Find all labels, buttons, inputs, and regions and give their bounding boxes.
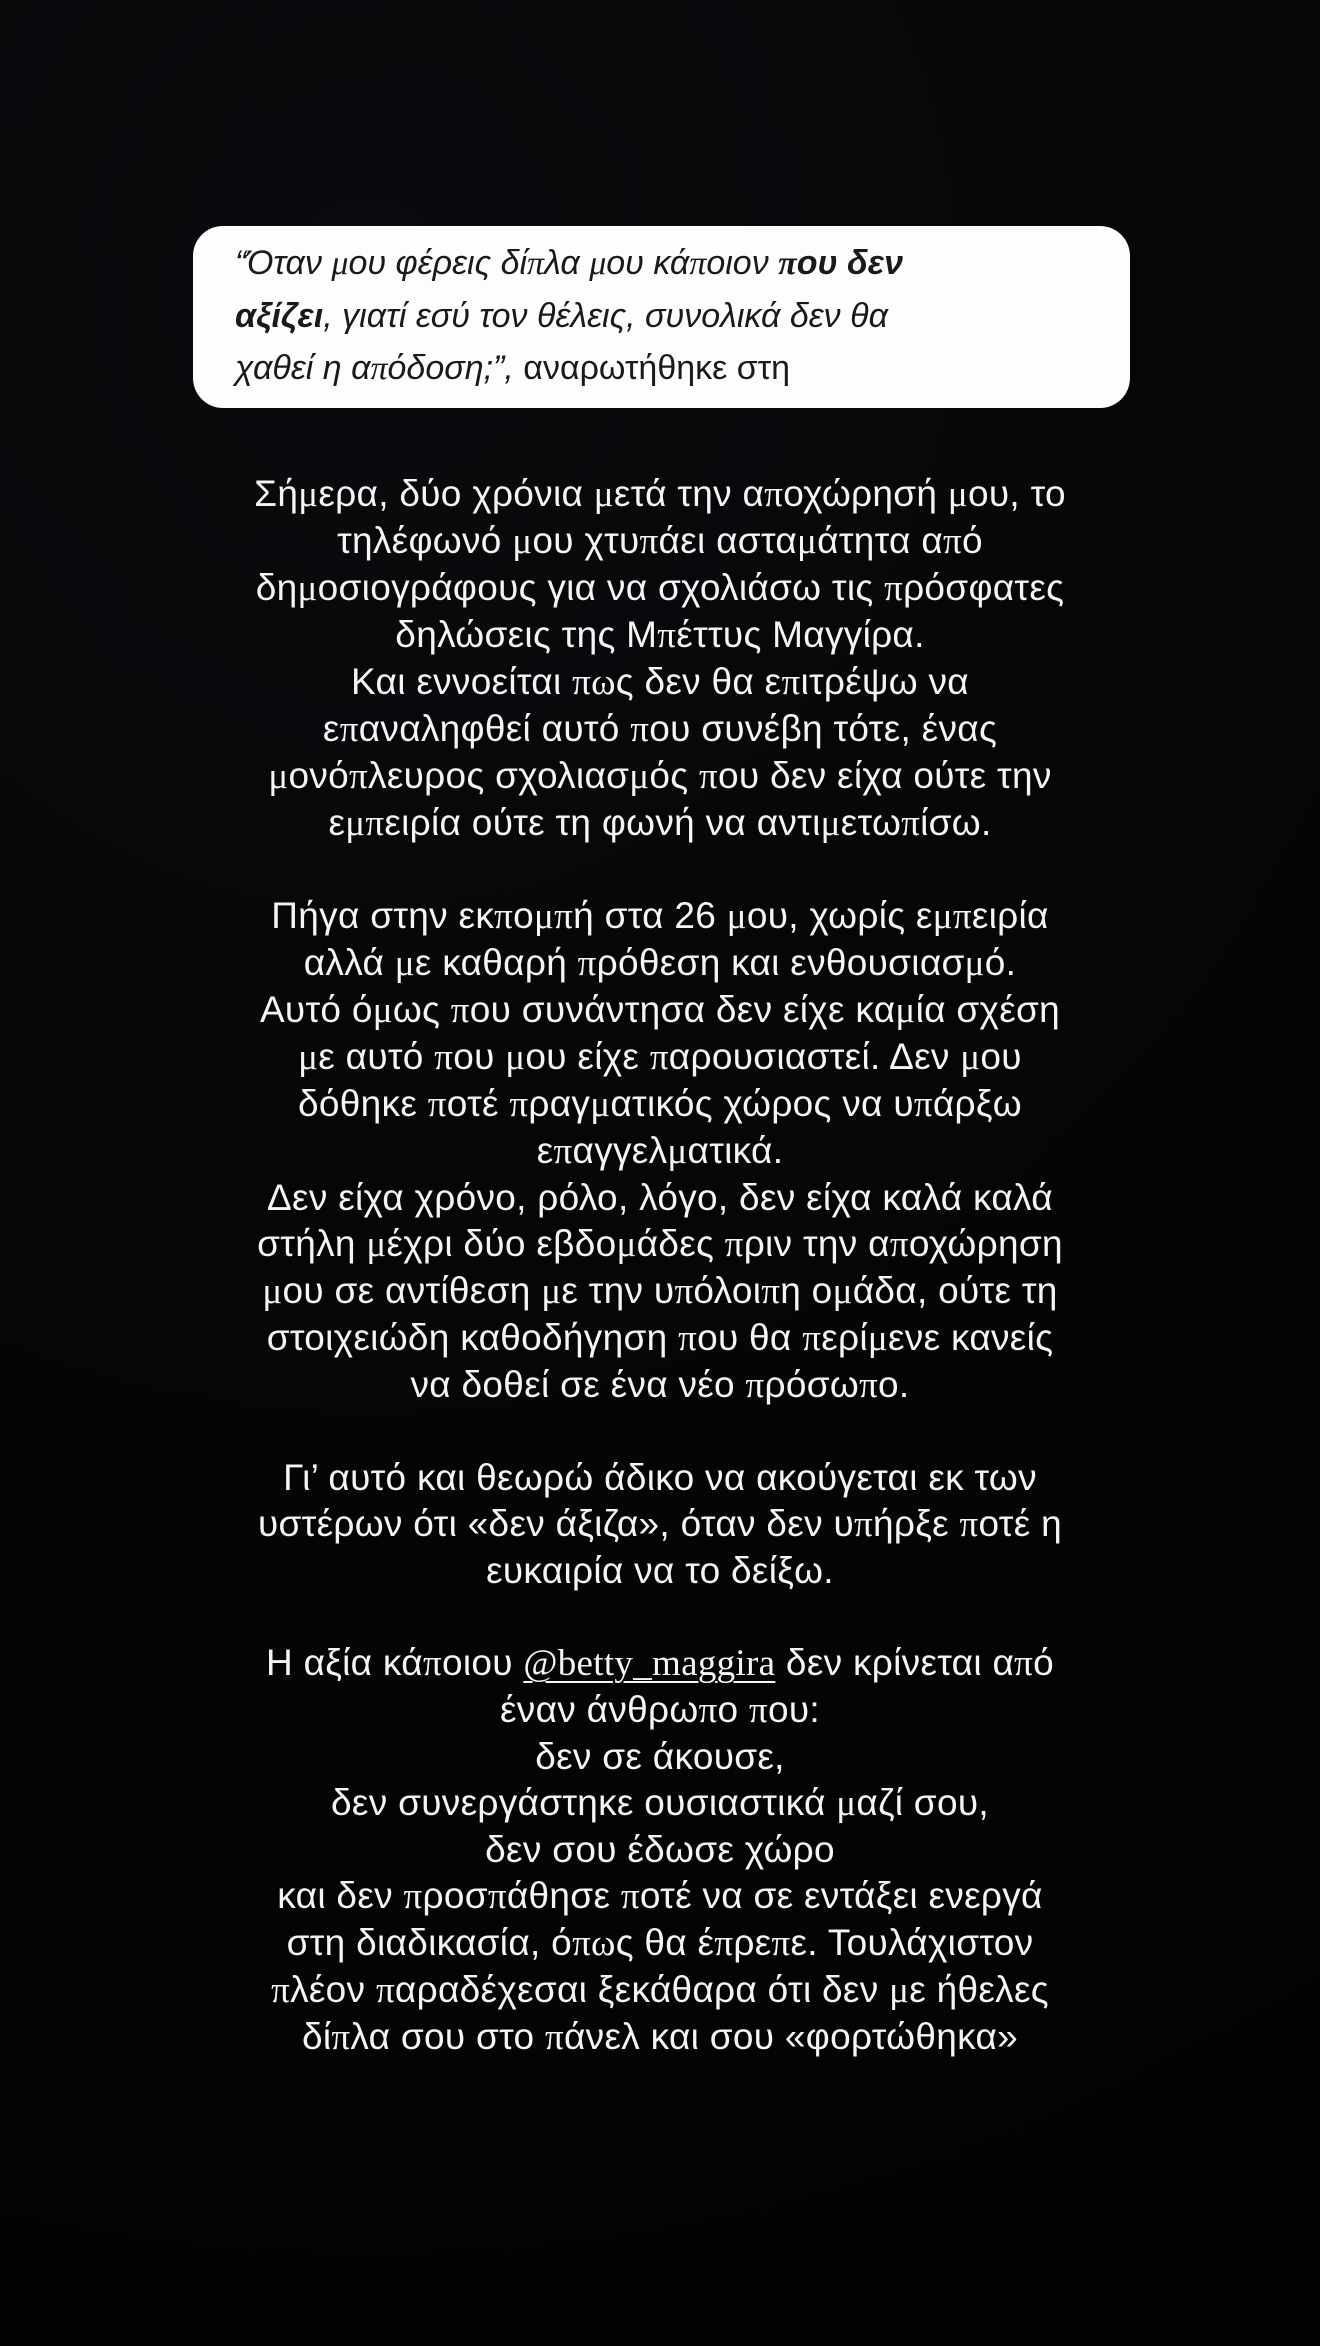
serif-fallback-glyph: π — [494, 896, 514, 937]
story-line — [105, 1687, 1215, 1734]
serif-fallback-glyph: π — [370, 350, 388, 387]
serif-fallback-glyph: μ — [394, 943, 415, 984]
text-segment: αξίζει — [235, 297, 324, 335]
text-segment: δίπλα σου στο πάνελ και σου «φορτώθηκα» — [301, 2016, 1019, 2058]
story-paragraph — [105, 471, 1215, 847]
text-segment: με αυτό που μου είχε παρουσιαστεί. Δεν μου — [298, 1036, 1022, 1078]
serif-fallback-glyph: μ — [268, 756, 289, 797]
quote-line — [235, 342, 1090, 395]
serif-fallback-glyph: μ — [889, 1970, 910, 2011]
story-line — [105, 940, 1215, 987]
text-segment: δηλώσεις της Μπέττυς Μαγγίρα. — [395, 614, 925, 656]
serif-fallback-glyph: μ — [262, 1271, 283, 1312]
serif-fallback-glyph: π — [761, 1271, 781, 1312]
serif-fallback-glyph: μ — [541, 1271, 562, 1312]
serif-fallback-glyph: π — [544, 2017, 564, 2058]
story-line — [105, 1315, 1215, 1362]
text-segment: υστέρων ότι «δεν άξιζα», όταν δεν υπήρξε ποτέ η — [258, 1503, 1062, 1545]
serif-fallback-glyph: π — [271, 1970, 291, 2011]
serif-fallback-glyph: μ — [895, 990, 916, 1031]
story-line — [105, 659, 1215, 706]
story-line — [105, 1221, 1215, 1268]
text-segment: που δεν — [778, 244, 903, 282]
text-segment: πλέον παραδέχεσαι ξεκάθαρα ότι δεν με ήθελες — [271, 1969, 1049, 2011]
serif-fallback-glyph: μ — [505, 1037, 526, 1078]
serif-fallback-glyph: π — [952, 896, 972, 937]
serif-fallback-glyph: π — [854, 1504, 873, 1545]
story-line — [105, 612, 1215, 659]
serif-fallback-glyph: μ — [372, 990, 393, 1031]
text-segment: εμπειρία ούτε τη φωνή να αντιμετωπίσω. — [328, 802, 992, 844]
serif-fallback-glyph: π — [749, 1690, 768, 1731]
text-segment: Η αξία κάποιου — [265, 1642, 524, 1684]
serif-fallback-glyph: μ — [534, 896, 555, 937]
text-segment: μονόπλευρος σχολιασμός που δεν είχα ούτε την — [268, 755, 1052, 797]
serif-fallback-glyph: μ — [331, 245, 349, 282]
serif-fallback-glyph: π — [698, 1690, 718, 1731]
story-line — [105, 1548, 1215, 1594]
serif-fallback-glyph: μ — [366, 1224, 387, 1265]
serif-fallback-glyph: π — [554, 896, 574, 937]
serif-fallback-glyph: π — [884, 568, 904, 609]
serif-fallback-glyph: π — [403, 1876, 423, 1917]
text-segment: και δεν προσπάθησε ποτέ να σε εντάξει ενεργά — [277, 1875, 1043, 1917]
serif-fallback-glyph: π — [674, 1271, 694, 1312]
text-segment: δεν κρίνεται από — [775, 1642, 1055, 1684]
text-segment: Γι’ αυτό και θεωρώ άδικο να ακούγεται εκ των — [283, 1457, 1037, 1498]
text-segment: δεν σε άκουσε, — [535, 1736, 785, 1777]
story-line — [105, 893, 1215, 940]
serif-fallback-glyph: π — [487, 1876, 507, 1917]
story-line — [105, 1734, 1215, 1780]
text-segment: δεν συνεργάστηκε ουσιαστικά μαζί σου, — [331, 1782, 989, 1824]
story-line — [105, 1873, 1215, 1920]
story-paragraph — [105, 893, 1215, 1409]
quote-card — [193, 226, 1130, 408]
serif-fallback-glyph: π — [901, 803, 921, 844]
text-segment: δόθηκε ποτέ πραγματικός χώρος να υπάρξω — [298, 1083, 1022, 1125]
serif-fallback-glyph: μ — [947, 474, 968, 515]
serif-fallback-glyph: π — [422, 1643, 442, 1684]
text-segment: αλλά με καθαρή πρόθεση και ενθουσιασμό. — [303, 942, 1017, 984]
quote-line — [235, 237, 1090, 290]
story-line — [105, 706, 1215, 753]
story-line — [105, 1175, 1215, 1221]
story-line — [105, 1827, 1215, 1873]
serif-fallback-glyph: π — [889, 1224, 909, 1265]
story-paragraph — [105, 1640, 1215, 2061]
text-segment: να δοθεί σε ένα νέο πρόσωπο. — [410, 1364, 910, 1406]
story-text-block — [105, 471, 1215, 2061]
serif-fallback-glyph: π — [678, 1318, 698, 1359]
serif-fallback-glyph: π — [365, 803, 385, 844]
serif-fallback-glyph: μ — [298, 1037, 319, 1078]
serif-fallback-glyph: μ — [590, 1084, 611, 1125]
serif-fallback-glyph: μ — [297, 568, 318, 609]
story-line — [105, 800, 1215, 847]
serif-fallback-glyph: μ — [512, 521, 533, 562]
text-segment: χαθεί η απόδοση;”, — [235, 349, 524, 387]
text-segment: Και εννοείται πως δεν θα επιτρέψω να — [351, 661, 969, 703]
serif-fallback-glyph: π — [349, 756, 369, 797]
serif-fallback-glyph: πω — [572, 662, 616, 703]
story-line — [105, 1362, 1215, 1409]
serif-fallback-glyph: μ — [589, 245, 607, 282]
serif-fallback-glyph: πω — [572, 1923, 616, 1964]
serif-fallback-glyph: π — [639, 521, 659, 562]
text-segment: επαναληφθεί αυτό που συνέβη τότε, ένας — [322, 708, 998, 750]
text-segment: Σήμερα, δύο χρόνια μετά την αποχώρησή μου, το — [254, 473, 1066, 515]
serif-fallback-glyph: π — [450, 990, 470, 1031]
serif-fallback-glyph: μ — [629, 756, 650, 797]
serif-fallback-glyph: μ — [832, 1271, 853, 1312]
story-line — [105, 987, 1215, 1034]
serif-fallback-glyph: π — [778, 245, 797, 282]
serif-fallback-glyph: μ — [932, 896, 953, 937]
serif-fallback-glyph: π — [781, 662, 801, 703]
story-line — [105, 518, 1215, 565]
serif-fallback-glyph: μ — [616, 1224, 637, 1265]
serif-fallback-glyph: μ — [836, 1783, 857, 1824]
serif-fallback-glyph: π — [724, 1224, 744, 1265]
text-segment: ευκαιρία να το δείξω. — [486, 1550, 834, 1591]
story-line — [105, 1640, 1215, 1687]
story-line — [105, 1920, 1215, 1967]
serif-fallback-glyph: π — [339, 709, 359, 750]
text-segment: επαγγελματικά. — [536, 1130, 784, 1172]
story-line — [105, 1268, 1215, 1315]
story-line — [105, 1967, 1215, 2014]
text-segment: στοιχειώδη καθοδήγηση που θα περίμενε κανείς — [266, 1317, 1054, 1359]
serif-fallback-glyph: π — [630, 709, 650, 750]
text-segment: έναν άνθρωπο που: — [499, 1689, 820, 1731]
story-line — [105, 2014, 1215, 2061]
serif-fallback-glyph: π — [764, 474, 784, 515]
story-line — [105, 1780, 1215, 1827]
story-line — [105, 1034, 1215, 1081]
serif-fallback-glyph: π — [657, 615, 677, 656]
text-segment: “Όταν μου φέρεις δίπλα μου κάποιον — [235, 244, 779, 282]
text-segment: αναρωτήθηκε στη — [523, 349, 791, 387]
serif-fallback-glyph: π — [913, 1084, 933, 1125]
serif-fallback-glyph: π — [714, 1923, 734, 1964]
text-segment: στήλη μέχρι δύο εβδομάδες πριν την αποχώρηση — [257, 1223, 1063, 1265]
serif-fallback-glyph: π — [699, 756, 718, 797]
serif-fallback-glyph: π — [802, 1318, 822, 1359]
text-segment: στη διαδικασία, όπως θα έπρεπε. Τουλάχιστον — [286, 1922, 1034, 1964]
serif-fallback-glyph: μ — [667, 1131, 688, 1172]
serif-fallback-glyph: μ — [345, 803, 366, 844]
story-paragraph — [105, 1455, 1215, 1594]
serif-fallback-glyph: μ — [797, 521, 818, 562]
serif-fallback-glyph: π — [553, 1131, 573, 1172]
text-segment: Αυτό όμως που συνάντησα δεν είχε καμία σχέση — [259, 989, 1061, 1031]
serif-fallback-glyph: μ — [298, 474, 319, 515]
serif-fallback-glyph: π — [771, 1923, 791, 1964]
story-line — [105, 1501, 1215, 1548]
serif-fallback-glyph: μ — [960, 1037, 981, 1078]
serif-fallback-glyph: π — [959, 1504, 979, 1545]
text-segment: τηλέφωνό μου χτυπάει ασταμάτητα από — [337, 520, 983, 562]
story-line — [105, 1455, 1215, 1501]
story-line — [105, 753, 1215, 800]
text-segment: Δεν είχα χρόνο, ρόλο, λόγο, δεν είχα καλά καλά — [267, 1177, 1053, 1218]
serif-fallback-glyph: π — [375, 1970, 395, 2011]
quote-line — [235, 290, 1090, 342]
serif-fallback-glyph: π — [689, 245, 707, 282]
serif-fallback-glyph: π — [745, 1365, 765, 1406]
serif-fallback-glyph: π — [527, 245, 545, 282]
serif-fallback-glyph: π — [649, 1037, 669, 1078]
serif-fallback-glyph: μ — [593, 474, 614, 515]
story-line — [105, 1081, 1215, 1128]
mention-betty-maggira[interactable]: @betty_maggira — [523, 1643, 776, 1684]
serif-fallback-glyph: μ — [726, 896, 747, 937]
story-line — [105, 1128, 1215, 1175]
serif-fallback-glyph: μ — [964, 943, 985, 984]
serif-fallback-glyph: μ — [867, 1318, 888, 1359]
serif-fallback-glyph: π — [620, 1876, 640, 1917]
text-segment: μου σε αντίθεση με την υπόλοιπη ομάδα, ούτε τη — [262, 1270, 1058, 1312]
story-line — [105, 471, 1215, 518]
story-line — [105, 565, 1215, 612]
serif-fallback-glyph: π — [509, 1084, 529, 1125]
serif-fallback-glyph: π — [859, 1365, 879, 1406]
serif-fallback-glyph: π — [577, 943, 597, 984]
serif-fallback-glyph: π — [943, 521, 962, 562]
serif-fallback-glyph: μ — [820, 803, 841, 844]
serif-fallback-glyph: π — [427, 1084, 447, 1125]
serif-fallback-glyph: π — [434, 1037, 454, 1078]
text-segment: δημοσιογράφους για να σχολιάσω τις πρόσφατες — [255, 567, 1065, 609]
text-segment: , γιατί εσύ τον θέλεις, συνολικά δεν θα — [323, 297, 888, 335]
serif-fallback-glyph: π — [1014, 1643, 1034, 1684]
text-segment: Πήγα στην εκπομπή στα 26 μου, χωρίς εμπειρία — [271, 895, 1049, 937]
text-segment: δεν σου έδωσε χώρο — [485, 1829, 835, 1870]
serif-fallback-glyph: π — [331, 2017, 351, 2058]
